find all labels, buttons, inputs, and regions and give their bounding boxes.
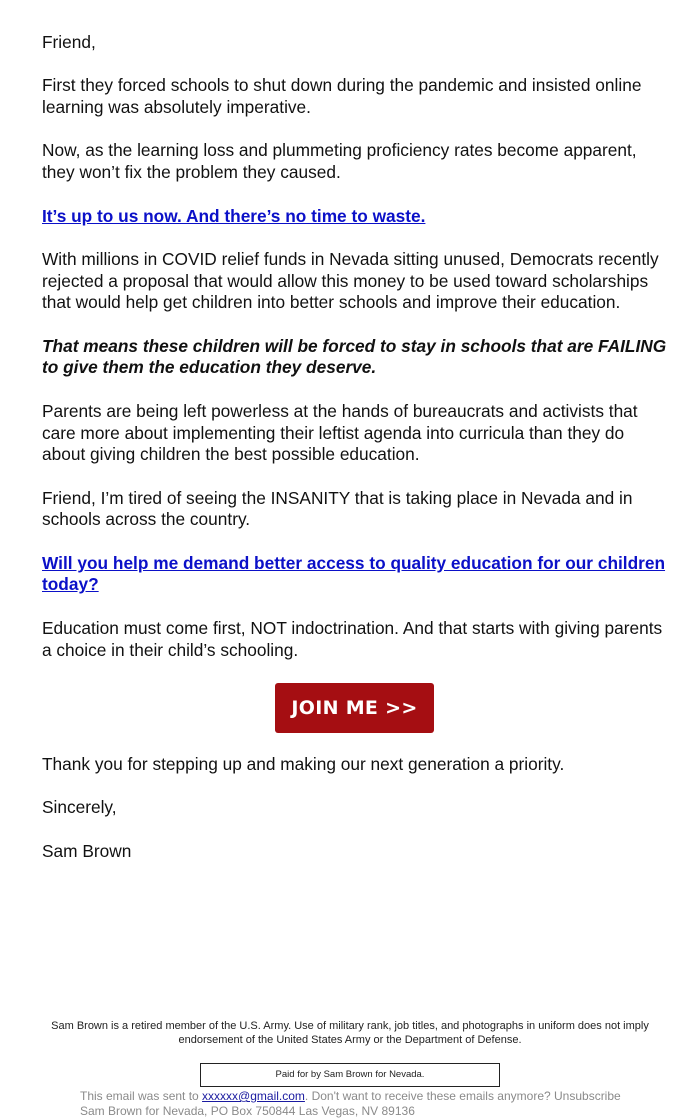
emphasis-paragraph: That means these children will be forced to stay in schools that are FAILING to give them the education they deserve.: [42, 335, 667, 378]
closing: Sincerely,: [42, 797, 117, 818]
paragraph-parents-powerless: Parents are being left powerless at the hands of bureaucrats and activists that care more about implementing their leftist agenda into curricula than they do about giving children the best possible education.: [42, 400, 638, 465]
signature: Sam Brown: [42, 840, 132, 861]
sent-to-line: [80, 1089, 680, 1104]
paragraph-insanity: Friend, I’m tired of seeing the INSANITY that is taking place in Nevada and in schools across the country.: [42, 487, 633, 530]
unsubscribe-prompt: . Don't want to receive these emails anymore?: [304, 1089, 554, 1103]
paragraph-covid-funds: With millions in COVID relief funds in Nevada sitting unused, Democrats recently rejected a proposal that would allow this money to be used toward scholarships that would help get children into better schools and improve their education.: [42, 248, 659, 313]
mailing-address: Sam Brown for Nevada, PO Box 750844 Las Vegas, NV 89136: [80, 1104, 415, 1118]
link-paragraph-2: [42, 553, 667, 596]
email-body: [42, 32, 667, 884]
cta-container: [42, 683, 667, 733]
footer: [40, 1019, 660, 1087]
recipient-email-link[interactable]: xxxxxx@gmail.com: [202, 1089, 305, 1103]
paragraph-education-first: Education must come first, NOT indoctrination. And that starts with giving parents a choice in their child’s schooling.: [42, 617, 663, 660]
join-me-button[interactable]: JOIN ME >>: [275, 683, 434, 733]
paragraph-learning-loss: Now, as the learning loss and plummeting proficiency rates become apparent, they won’t fix the problem they caused.: [42, 140, 637, 183]
paragraph-schools-shutdown: First they forced schools to shut down during the pandemic and insisted online learning was absolutely imperative.: [42, 75, 642, 118]
unsubscribe-link[interactable]: Unsubscribe: [554, 1089, 621, 1103]
paragraph-thank-you: Thank you for stepping up and making our next generation a priority.: [42, 753, 565, 774]
legal-footer: [80, 1089, 680, 1119]
greeting: Friend,: [42, 32, 96, 52]
link-paragraph-1: [42, 206, 667, 228]
sent-to-prefix: This email was sent to: [80, 1089, 203, 1103]
paid-for-box: Paid for by Sam Brown for Nevada.: [200, 1063, 500, 1087]
demand-better-access-link[interactable]: Will you help me demand better access to quality education for our children today?: [42, 552, 666, 595]
military-disclaimer: Sam Brown is a retired member of the U.S. Army. Use of military rank, job titles, and photographs in uniform does not imply endorsement of the United States Army or the Department of Defense.: [51, 1020, 649, 1046]
no-time-to-waste-link[interactable]: It’s up to us now. And there’s no time to waste.: [42, 205, 426, 226]
